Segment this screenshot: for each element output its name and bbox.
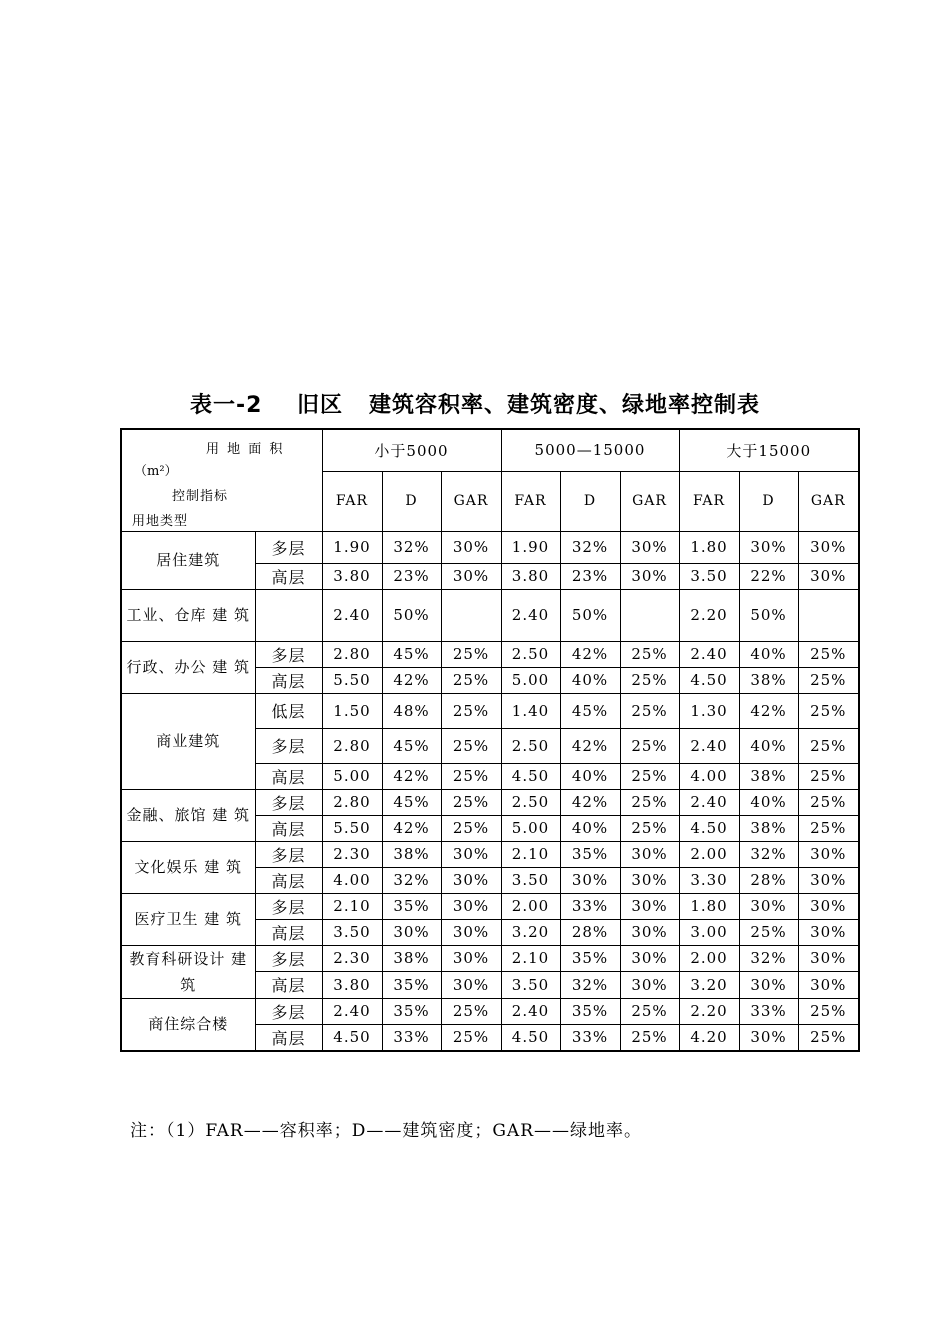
- type-label: 用地类型: [132, 514, 189, 529]
- value-cell: 25%: [798, 789, 859, 815]
- value-cell: 2.40: [322, 998, 382, 1024]
- value-cell: 25%: [798, 693, 859, 728]
- value-cell: 42%: [382, 763, 441, 789]
- value-cell: 33%: [560, 1024, 620, 1051]
- land-type-cell: 文化娱乐 建 筑: [121, 841, 255, 893]
- value-cell: 2.40: [679, 728, 739, 763]
- value-cell: 25%: [798, 815, 859, 841]
- value-cell: 3.00: [679, 919, 739, 945]
- value-cell: 30%: [798, 919, 859, 945]
- metric-header: FAR: [322, 471, 382, 531]
- value-cell: 30%: [798, 841, 859, 867]
- building-height-cell: 高层: [255, 867, 322, 893]
- unit-label: （m²）: [134, 464, 178, 479]
- value-cell: 30%: [739, 531, 798, 563]
- value-cell: 30%: [798, 867, 859, 893]
- value-cell: 2.50: [501, 789, 560, 815]
- value-cell: 38%: [739, 763, 798, 789]
- value-cell: 30%: [739, 972, 798, 999]
- metric-header: D: [560, 471, 620, 531]
- value-cell: 4.50: [679, 667, 739, 693]
- value-cell: 2.40: [679, 641, 739, 667]
- value-cell: 2.10: [322, 893, 382, 919]
- value-cell: 42%: [560, 641, 620, 667]
- value-cell: 30%: [739, 1024, 798, 1051]
- building-height-cell: 多层: [255, 893, 322, 919]
- value-cell: 25%: [620, 728, 679, 763]
- value-cell: 2.00: [679, 841, 739, 867]
- value-cell: 35%: [382, 893, 441, 919]
- value-cell: 28%: [739, 867, 798, 893]
- value-cell: 32%: [560, 972, 620, 999]
- land-type-cell: 居住建筑: [121, 531, 255, 589]
- value-cell: 3.80: [322, 972, 382, 999]
- land-type-cell: 金融、旅馆 建 筑: [121, 789, 255, 841]
- value-cell: 40%: [560, 763, 620, 789]
- value-cell: 3.50: [322, 919, 382, 945]
- value-cell: 30%: [441, 945, 501, 972]
- value-cell: 1.90: [501, 531, 560, 563]
- building-height-cell: 多层: [255, 641, 322, 667]
- value-cell: 25%: [798, 641, 859, 667]
- land-type-cell: 商住综合楼: [121, 998, 255, 1051]
- value-cell: 50%: [382, 589, 441, 641]
- value-cell: 33%: [382, 1024, 441, 1051]
- value-cell: 2.30: [322, 945, 382, 972]
- value-cell: 30%: [798, 893, 859, 919]
- value-cell: 25%: [620, 1024, 679, 1051]
- building-height-cell: 高层: [255, 1024, 322, 1051]
- metric-header: D: [382, 471, 441, 531]
- value-cell: 1.40: [501, 693, 560, 728]
- value-cell: 33%: [739, 998, 798, 1024]
- value-cell: 25%: [441, 693, 501, 728]
- value-cell: 30%: [441, 972, 501, 999]
- value-cell: 25%: [441, 763, 501, 789]
- value-cell: 50%: [560, 589, 620, 641]
- value-cell: 25%: [441, 815, 501, 841]
- value-cell: 35%: [382, 972, 441, 999]
- land-type-cell: 商业建筑: [121, 693, 255, 789]
- value-cell: 25%: [441, 789, 501, 815]
- header-corner-cell: [121, 429, 322, 531]
- value-cell: 32%: [739, 841, 798, 867]
- value-cell: 3.20: [679, 972, 739, 999]
- value-cell: 4.50: [679, 815, 739, 841]
- value-cell: 2.20: [679, 589, 739, 641]
- value-cell: 35%: [560, 998, 620, 1024]
- value-cell: 25%: [441, 1024, 501, 1051]
- building-height-cell: 高层: [255, 563, 322, 589]
- footnote: 注：（1）FAR——容积率；D——建筑密度；GAR——绿地率。: [130, 1121, 642, 1141]
- value-cell: 5.50: [322, 667, 382, 693]
- value-cell: 25%: [620, 763, 679, 789]
- group-header: 小于5000: [322, 429, 501, 471]
- value-cell: 2.40: [679, 789, 739, 815]
- value-cell: 2.30: [322, 841, 382, 867]
- table-row: [121, 945, 859, 972]
- value-cell: 42%: [382, 667, 441, 693]
- value-cell: 38%: [382, 841, 441, 867]
- land-type-cell: 工业、仓库 建 筑: [121, 589, 255, 641]
- value-cell: 30%: [798, 945, 859, 972]
- value-cell: 3.30: [679, 867, 739, 893]
- land-type-cell: 行政、办公 建 筑: [121, 641, 255, 693]
- value-cell: 40%: [739, 641, 798, 667]
- value-cell: 1.50: [322, 693, 382, 728]
- value-cell: 33%: [560, 893, 620, 919]
- value-cell: 40%: [560, 815, 620, 841]
- value-cell: 25%: [441, 728, 501, 763]
- value-cell: 35%: [560, 841, 620, 867]
- value-cell: 2.00: [501, 893, 560, 919]
- value-cell: 32%: [560, 531, 620, 563]
- value-cell: 32%: [739, 945, 798, 972]
- value-cell: 3.80: [501, 563, 560, 589]
- value-cell: 25%: [441, 641, 501, 667]
- value-cell: 30%: [620, 972, 679, 999]
- value-cell: 42%: [382, 815, 441, 841]
- value-cell: 25%: [620, 667, 679, 693]
- value-cell: 2.80: [322, 641, 382, 667]
- table-row: [121, 789, 859, 815]
- value-cell: 40%: [739, 728, 798, 763]
- group-header: 大于15000: [679, 429, 859, 471]
- value-cell: 30%: [620, 919, 679, 945]
- value-cell: 25%: [620, 998, 679, 1024]
- building-height-cell: 多层: [255, 728, 322, 763]
- value-cell: 25%: [620, 815, 679, 841]
- value-cell: 35%: [560, 945, 620, 972]
- value-cell: 25%: [620, 641, 679, 667]
- value-cell: 25%: [739, 919, 798, 945]
- value-cell: 3.50: [679, 563, 739, 589]
- value-cell: 32%: [382, 867, 441, 893]
- land-type-cell: 医疗卫生 建 筑: [121, 893, 255, 945]
- building-height-cell: 高层: [255, 667, 322, 693]
- value-cell: 2.40: [322, 589, 382, 641]
- value-cell: 30%: [441, 563, 501, 589]
- metric-header: FAR: [501, 471, 560, 531]
- value-cell: 40%: [560, 667, 620, 693]
- land-type-cell: 教育科研设计 建 筑: [121, 945, 255, 998]
- building-height-cell: 多层: [255, 531, 322, 563]
- value-cell: 4.50: [501, 763, 560, 789]
- value-cell: 35%: [382, 998, 441, 1024]
- metric-header: GAR: [441, 471, 501, 531]
- value-cell: 25%: [798, 763, 859, 789]
- value-cell: 32%: [382, 531, 441, 563]
- value-cell: [620, 589, 679, 641]
- metric-header: D: [739, 471, 798, 531]
- value-cell: 25%: [798, 667, 859, 693]
- building-height-cell: 高层: [255, 763, 322, 789]
- value-cell: 30%: [382, 919, 441, 945]
- value-cell: 38%: [739, 815, 798, 841]
- metric-header: GAR: [620, 471, 679, 531]
- value-cell: 3.50: [501, 972, 560, 999]
- value-cell: 4.00: [679, 763, 739, 789]
- value-cell: 30%: [441, 893, 501, 919]
- table-row: [121, 693, 859, 728]
- value-cell: 30%: [739, 893, 798, 919]
- building-height-cell: 高层: [255, 972, 322, 999]
- value-cell: 4.50: [322, 1024, 382, 1051]
- value-cell: 25%: [441, 998, 501, 1024]
- value-cell: 30%: [441, 867, 501, 893]
- building-height-cell: [255, 589, 322, 641]
- value-cell: 42%: [560, 789, 620, 815]
- value-cell: 22%: [739, 563, 798, 589]
- value-cell: 1.30: [679, 693, 739, 728]
- area-label: 用 地 面 积: [206, 442, 285, 457]
- value-cell: 4.20: [679, 1024, 739, 1051]
- building-height-cell: 多层: [255, 945, 322, 972]
- value-cell: 42%: [560, 728, 620, 763]
- value-cell: 38%: [382, 945, 441, 972]
- table-row: [121, 641, 859, 667]
- value-cell: 2.40: [501, 998, 560, 1024]
- value-cell: 4.50: [501, 1024, 560, 1051]
- table-row: [121, 531, 859, 563]
- value-cell: 30%: [620, 945, 679, 972]
- value-cell: 2.00: [679, 945, 739, 972]
- index-label: 控制指标: [172, 489, 229, 504]
- table-row: [121, 841, 859, 867]
- value-cell: 25%: [798, 728, 859, 763]
- value-cell: 2.80: [322, 789, 382, 815]
- building-height-cell: 低层: [255, 693, 322, 728]
- value-cell: 38%: [739, 667, 798, 693]
- building-height-cell: 高层: [255, 815, 322, 841]
- value-cell: 25%: [798, 998, 859, 1024]
- building-height-cell: 多层: [255, 841, 322, 867]
- value-cell: 5.50: [322, 815, 382, 841]
- table-row: [121, 893, 859, 919]
- value-cell: 30%: [620, 563, 679, 589]
- table-row: [121, 998, 859, 1024]
- value-cell: 2.50: [501, 641, 560, 667]
- value-cell: 45%: [560, 693, 620, 728]
- value-cell: 25%: [620, 789, 679, 815]
- value-cell: 2.10: [501, 841, 560, 867]
- value-cell: 2.20: [679, 998, 739, 1024]
- value-cell: 30%: [560, 867, 620, 893]
- value-cell: 5.00: [322, 763, 382, 789]
- value-cell: 50%: [739, 589, 798, 641]
- value-cell: 23%: [560, 563, 620, 589]
- value-cell: 30%: [441, 841, 501, 867]
- value-cell: 28%: [560, 919, 620, 945]
- value-cell: 2.10: [501, 945, 560, 972]
- value-cell: 42%: [739, 693, 798, 728]
- value-cell: 30%: [620, 531, 679, 563]
- building-height-cell: 多层: [255, 998, 322, 1024]
- value-cell: 45%: [382, 789, 441, 815]
- value-cell: 45%: [382, 641, 441, 667]
- table-title: 表一-2 旧区 建筑容积率、建筑密度、绿地率控制表: [189, 393, 761, 418]
- value-cell: 45%: [382, 728, 441, 763]
- value-cell: [798, 589, 859, 641]
- value-cell: 25%: [798, 1024, 859, 1051]
- value-cell: 30%: [620, 867, 679, 893]
- value-cell: 30%: [620, 841, 679, 867]
- value-cell: 2.40: [501, 589, 560, 641]
- value-cell: 30%: [798, 972, 859, 999]
- value-cell: 30%: [441, 531, 501, 563]
- value-cell: 2.80: [322, 728, 382, 763]
- control-table: [120, 428, 860, 1052]
- value-cell: 1.80: [679, 893, 739, 919]
- value-cell: 3.20: [501, 919, 560, 945]
- value-cell: 23%: [382, 563, 441, 589]
- value-cell: 30%: [441, 919, 501, 945]
- value-cell: 1.80: [679, 531, 739, 563]
- building-height-cell: 多层: [255, 789, 322, 815]
- value-cell: 25%: [620, 693, 679, 728]
- value-cell: 4.00: [322, 867, 382, 893]
- building-height-cell: 高层: [255, 919, 322, 945]
- value-cell: [441, 589, 501, 641]
- value-cell: 3.80: [322, 563, 382, 589]
- value-cell: 5.00: [501, 815, 560, 841]
- value-cell: 30%: [620, 893, 679, 919]
- table-row: [121, 589, 859, 641]
- value-cell: 30%: [798, 563, 859, 589]
- value-cell: 3.50: [501, 867, 560, 893]
- value-cell: 1.90: [322, 531, 382, 563]
- value-cell: 2.50: [501, 728, 560, 763]
- value-cell: 25%: [441, 667, 501, 693]
- value-cell: 30%: [798, 531, 859, 563]
- metric-header: FAR: [679, 471, 739, 531]
- value-cell: 48%: [382, 693, 441, 728]
- value-cell: 5.00: [501, 667, 560, 693]
- value-cell: 40%: [739, 789, 798, 815]
- metric-header: GAR: [798, 471, 859, 531]
- group-header: 5000—15000: [501, 429, 679, 471]
